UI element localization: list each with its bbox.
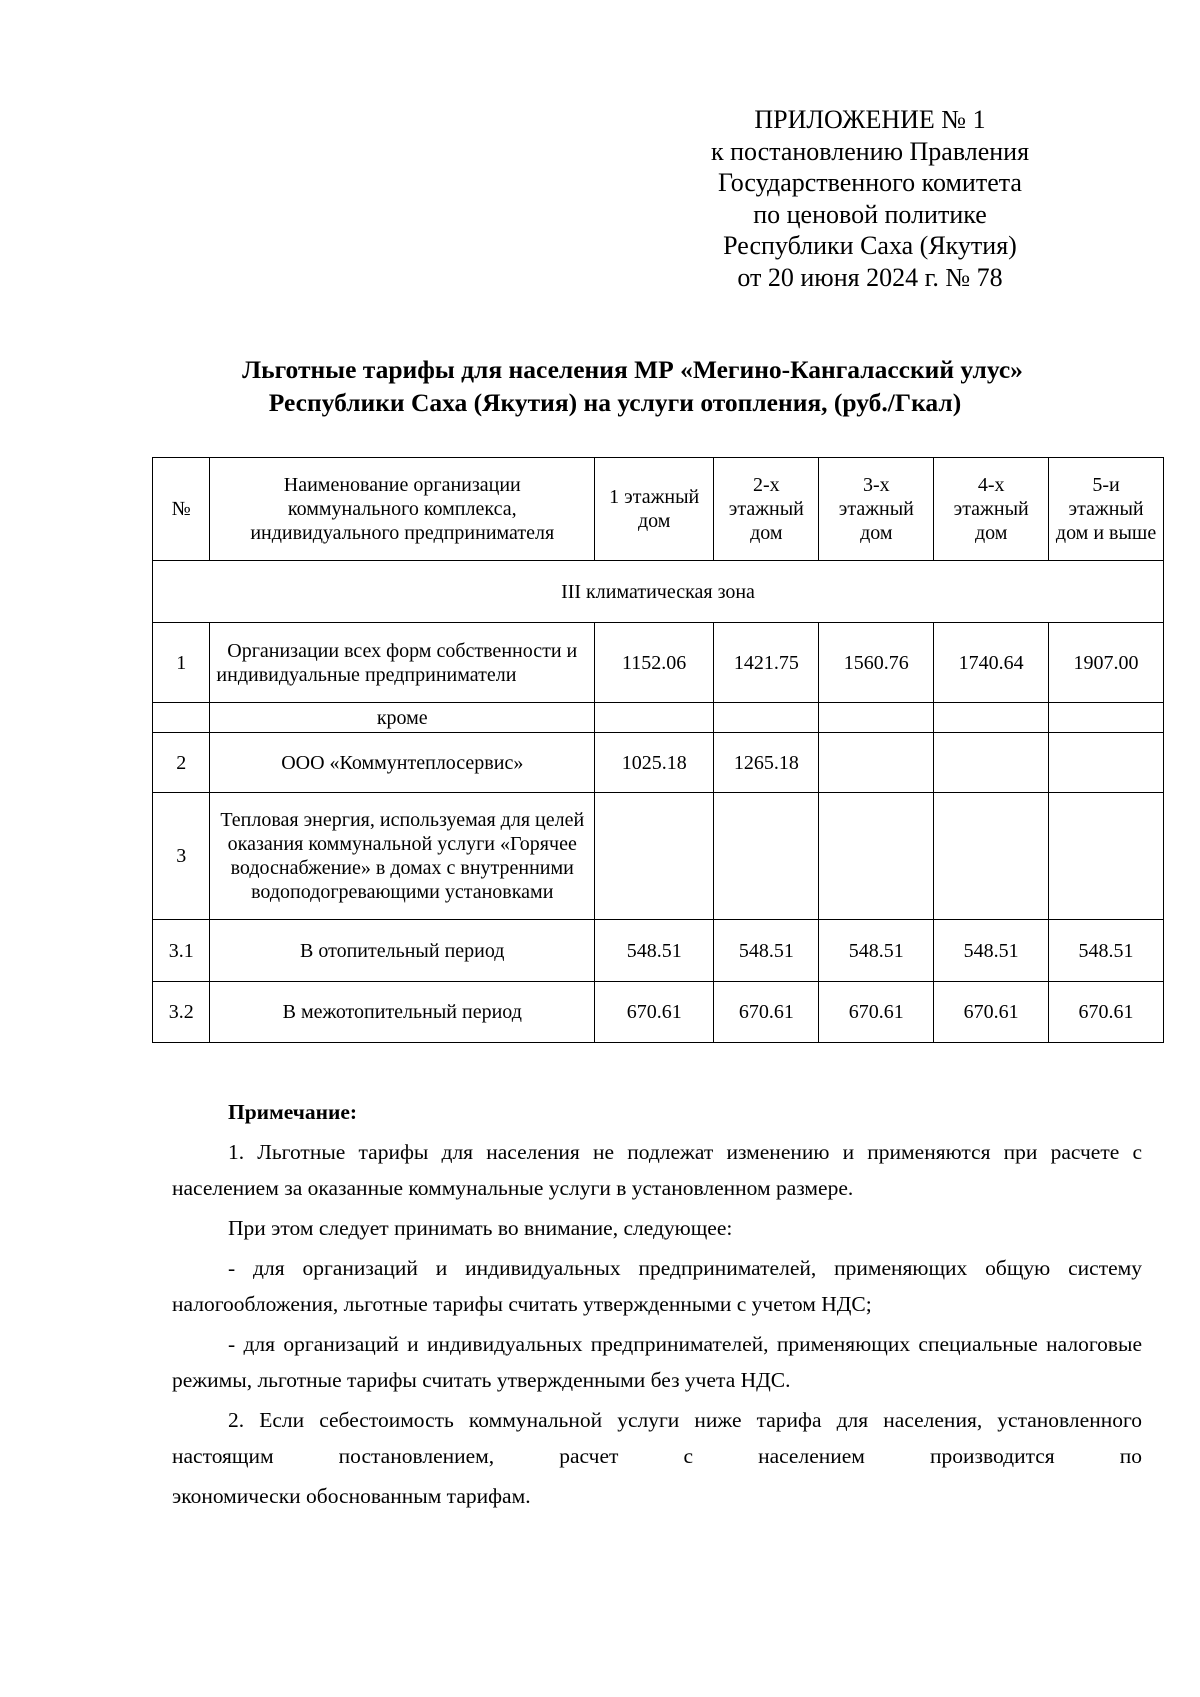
row-value (714, 793, 819, 920)
table-row (153, 623, 1164, 703)
row-value (1049, 733, 1164, 793)
appendix-line: Государственного комитета (718, 168, 1022, 197)
row-num: 3.2 (153, 982, 210, 1043)
header-num: № (153, 458, 210, 561)
row-num: 1 (153, 623, 210, 703)
row-value: 1907.00 (1049, 623, 1164, 703)
row-value: 670.61 (819, 982, 934, 1043)
row-value: 548.51 (1049, 920, 1164, 982)
row-value (934, 733, 1049, 793)
note-paragraph: - для организаций и индивидуальных предпринимателей, применяющих общую систему налогообложения, льготные тарифы считать утвержденными с учетом НДС; (172, 1256, 1142, 1316)
row-value: 670.61 (934, 982, 1049, 1043)
row-num: 3.1 (153, 920, 210, 982)
header-name: Наименование организации коммунального комплекса, индивидуального предпринимателя (210, 458, 595, 561)
header-3-floor: 3-х этажный дом (819, 458, 934, 561)
row-value: 548.51 (934, 920, 1049, 982)
appendix-line: ПРИЛОЖЕНИЕ № 1 (754, 105, 986, 134)
row-value (1049, 793, 1164, 920)
header-4-floor: 4-х этажный дом (934, 458, 1049, 561)
appendix-line: по ценовой политике (753, 199, 987, 229)
row-value: 1025.18 (595, 733, 714, 793)
row-value (714, 703, 819, 733)
tariffs-table (152, 457, 1164, 1043)
row-name: В межотопительный период (210, 982, 595, 1043)
row-value: 670.61 (595, 982, 714, 1043)
table-row (153, 982, 1164, 1043)
row-value: 548.51 (819, 920, 934, 982)
header-5-floor: 5-и этажный дом и выше (1049, 458, 1164, 561)
row-value (819, 703, 934, 733)
row-value: 548.51 (595, 920, 714, 982)
row-value: 1740.64 (934, 623, 1049, 703)
title-line-1: Льготные тарифы для населения МР «Мегино-Кангаласский улус» (242, 355, 1023, 384)
row-num: 3 (153, 793, 210, 920)
row-value: 670.61 (714, 982, 819, 1043)
row-name: Организации всех форм собственности и индивидуальные предприниматели (210, 623, 595, 703)
row-value: 1265.18 (714, 733, 819, 793)
row-value (595, 703, 714, 733)
table-row (153, 793, 1164, 920)
header-1-floor: 1 этажный дом (595, 458, 714, 561)
appendix-line: к постановлению Правления (710, 136, 1030, 166)
appendix-header (700, 104, 1040, 293)
table-row (153, 920, 1164, 982)
appendix-line: от 20 июня 2024 г. № 78 (737, 262, 1003, 292)
row-name: Тепловая энергия, используемая для целей оказания коммунальной услуги «Горячее водоснабжение» в домах с внутренними водоподогревающими установками (210, 793, 595, 920)
row-value (819, 733, 934, 793)
row-num: 2 (153, 733, 210, 793)
row-value: 1152.06 (595, 623, 714, 703)
row-value: 670.61 (1049, 982, 1164, 1043)
header-2-floor: 2-х этажный дом (714, 458, 819, 561)
notes-section (172, 1094, 1142, 1518)
row-value: 1421.75 (714, 623, 819, 703)
row-value (595, 793, 714, 920)
note-paragraph: 1. Льготные тарифы для населения не подлежат изменению и применяются при расчете с населением за оказанные коммунальные услуги в установленном размере. (172, 1140, 1142, 1200)
row-name: В отопительный период (210, 920, 595, 982)
note-paragraph: 2. Если себестоимость коммунальной услуги ниже тарифа для населения, установленного настоящим постановлением, расчет с населением производится по (172, 1408, 1142, 1468)
note-paragraph: При этом следует принимать во внимание, следующее: (228, 1216, 733, 1240)
title-line-2: Республики Саха (Якутия) на услуги отопления, (руб./Гкал) (268, 388, 962, 417)
row-num (153, 703, 210, 733)
row-value: 1560.76 (819, 623, 934, 703)
table-header-row (153, 458, 1164, 561)
row-name: ООО «Коммунтеплосервис» (210, 733, 595, 793)
note-paragraph-tail: экономически обоснованным тарифам. (172, 1484, 531, 1508)
row-value (1049, 703, 1164, 733)
row-name: кроме (210, 703, 595, 733)
appendix-line: Республики Саха (Якутия) (723, 231, 1017, 260)
notes-heading: Примечание: (228, 1100, 358, 1124)
row-value (934, 793, 1049, 920)
climate-zone: III климатическая зона (153, 561, 1164, 623)
row-value: 548.51 (714, 920, 819, 982)
zone-row (153, 561, 1164, 623)
table-row (153, 733, 1164, 793)
document-title (150, 353, 1080, 419)
row-value (934, 703, 1049, 733)
note-paragraph: - для организаций и индивидуальных предпринимателей, применяющих специальные налоговые режимы, льготные тарифы считать утвержденными без учета НДС. (172, 1332, 1142, 1392)
row-value (819, 793, 934, 920)
table-row (153, 703, 1164, 733)
